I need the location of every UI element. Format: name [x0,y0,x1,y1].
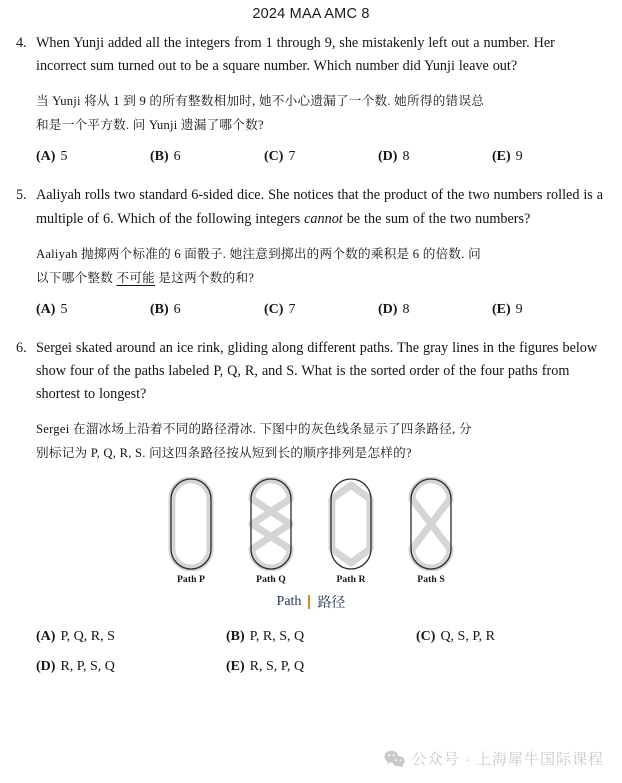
problem-5-emphasis-cannot: cannot [304,210,343,227]
problem-5-choice-b[interactable] [150,299,264,320]
watermark-text: 公众号 · 上海犀牛国际课程 [411,751,604,768]
zh-line2-pre: 以下哪个整数 [36,270,117,285]
choice-value: 5 [60,301,68,317]
choice-value: Q, S, P, R [440,629,495,645]
choice-value: 7 [288,301,296,317]
rink-diagram-s [407,477,455,571]
problem-6-number: 6. [16,339,27,356]
figure-path-q [247,477,295,585]
problem-6-statement-en: Sergei skated around an ice rink, gliding along different paths. The gray lines in the figures below show four of the paths labeled P, Q, R, and S. What is the sorted order of the four paths from shortest to longest? [36,339,598,403]
problem-6-choice-d[interactable] [36,656,226,677]
figure-path-r [327,477,375,585]
problem-4-statement-en: When Yunji added all the integers from 1 through 9, she mistakenly left out a number. Her incorrect sum turned out to be a square number. Which number did Yunji leave out? [36,35,555,75]
problem-6-statement-zh-line2: 别标记为 P, Q, R, S. 问这四条路径按从短到长的顺序排列是怎样的? [36,446,412,461]
problem-6 [0,337,622,466]
problem-4-statement-zh-line1: 当 Yunji 将从 1 到 9 的所有整数相加时, 她不小心遗漏了一个数. 她所得的错误总 [36,94,485,109]
choice-value: 6 [173,301,181,317]
page-title: 2024 MAA AMC 8 [252,6,370,22]
figure-path-s [407,477,455,585]
choice-value: 6 [173,149,181,165]
problem-5-statement-zh-line1: Aaliyah 抛掷两个标准的 6 面骰子. 她注意到掷出的两个数的乘积是 6 的倍数. 问 [36,246,481,261]
problem-5-choice-c[interactable] [264,299,378,320]
zh-underline-cannot: 不可能 [116,270,155,285]
wechat-icon [384,750,405,768]
problem-6-choices-row-2 [36,656,604,677]
problem-6-choice-e[interactable] [226,656,416,677]
choice-key: (A) [36,629,56,645]
figure-label-r: Path R [336,574,366,586]
caption-divider-bar [308,595,310,609]
rink-diagram-q [247,477,295,571]
gray-path-double-cross [252,480,290,568]
choice-key: (C) [264,301,284,317]
rink-diagram-p [167,477,215,571]
problem-6-statement-zh-line1: Sergei 在溜冰场上沿着不同的路径滑冰. 下图中的灰色线条显示了四条路径, 分 [36,422,472,437]
problem-5-choice-d[interactable] [378,299,492,320]
choice-key: (B) [150,301,169,317]
problem-4-choice-b[interactable] [150,146,264,167]
problem-4-choice-e[interactable] [492,146,606,167]
rink-outline [171,479,211,569]
problem-5-statement-zh-line2 [36,266,604,290]
problem-6-choice-c[interactable] [416,626,606,647]
choice-key: (E) [492,301,511,317]
choice-value: 8 [402,149,410,165]
problem-5-statement-en [36,184,604,230]
figure-caption [277,592,346,612]
gray-path-perimeter [172,480,210,568]
choice-key: (A) [36,149,56,165]
choice-value: P, R, S, Q [249,629,305,645]
watermark [384,748,604,769]
choice-value: R, P, S, Q [60,659,115,675]
problem-5-statement-part2: be the sum of the two numbers? [342,210,531,227]
problem-4-statement-zh-line2: 和是一个平方数. 问 Yunji 遗漏了哪个数? [36,118,264,133]
problem-5-statement-part1: Aaliyah rolls two standard 6-sided dice. She notices that the product of the two numbers rolled is a multiple of 6. Which of the following integers [36,187,604,227]
choice-key: (D) [36,659,56,675]
problem-6-choice-a[interactable] [36,626,226,647]
figure-label-s: Path S [417,574,445,586]
gray-path-single-cross [412,480,450,568]
problem-4-choice-c[interactable] [264,146,378,167]
choice-value: 9 [515,149,523,165]
problem-5-choices [36,299,604,320]
choice-key: (E) [492,149,511,165]
choice-value: 9 [515,301,523,317]
problem-6-choice-b[interactable] [226,626,416,647]
problem-6-figure-group [0,477,622,612]
problem-5-number: 5. [16,187,27,204]
problem-5-choice-a[interactable] [36,299,150,320]
figure-label-p: Path P [176,574,206,586]
figure-row [167,477,455,585]
figure-label-q: Path Q [256,574,286,586]
choice-key: (B) [150,149,169,165]
problem-4-choices [36,146,604,167]
rink-diagram-r [327,477,375,571]
choice-value: P, Q, R, S [60,629,115,645]
problem-6-choices-row-1 [36,626,604,647]
problem-4-number: 4. [16,35,27,51]
choice-key: (C) [264,149,284,165]
choice-key: (D) [378,149,398,165]
problem-6-choices-block [0,626,622,677]
problem-4-choice-d[interactable] [378,146,492,167]
figure-caption-en: Path [276,594,302,610]
choice-key: (C) [416,629,436,645]
choice-value: R, S, P, Q [249,659,305,675]
problem-4-choice-a[interactable] [36,146,150,167]
gray-path-hexagon [332,485,370,563]
choice-key: (E) [226,659,245,675]
figure-caption-zh: 路径 [317,596,346,612]
zh-line2-post: 是这两个数的和? [155,270,255,285]
figure-path-p [167,477,215,585]
problem-4 [0,32,622,167]
choice-key: (A) [36,301,56,317]
problem-5 [0,184,622,319]
choice-value: 7 [288,149,296,165]
choice-key: (B) [226,629,245,645]
choice-value: 8 [402,301,410,317]
choice-value: 5 [60,149,68,165]
problem-5-choice-e[interactable] [492,299,606,320]
choice-key: (D) [378,301,398,317]
